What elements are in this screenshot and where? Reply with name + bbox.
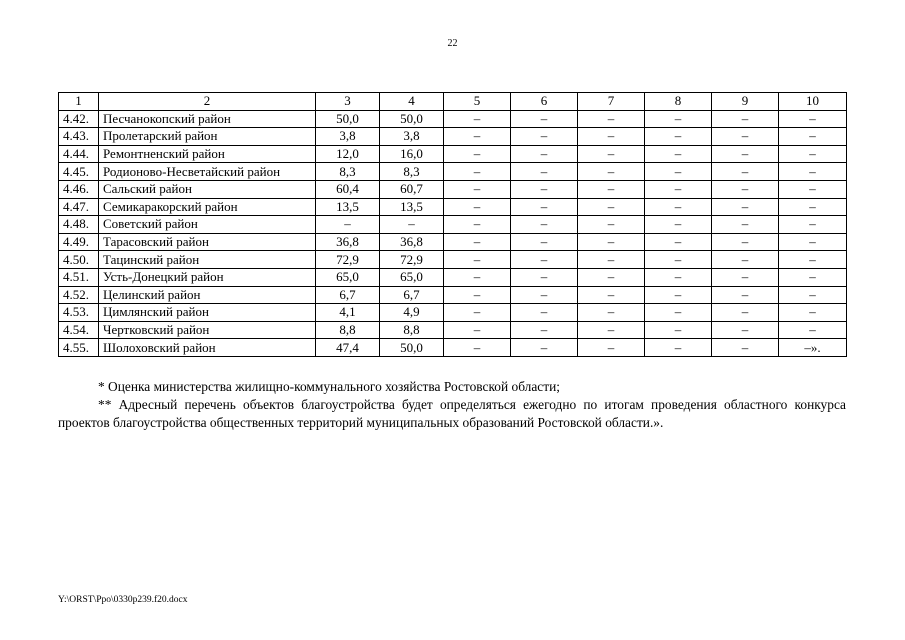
value-col-10: – xyxy=(779,128,847,146)
value-col-10: – xyxy=(779,304,847,322)
district-name: Усть-Донецкий район xyxy=(99,268,316,286)
value-col-7: – xyxy=(578,233,645,251)
value-col-9: – xyxy=(712,110,779,128)
header-cell: 8 xyxy=(645,93,712,111)
table-row xyxy=(59,163,847,181)
value-col-9: – xyxy=(712,180,779,198)
district-name: Семикаракорский район xyxy=(99,198,316,216)
value-col-9: – xyxy=(712,163,779,181)
value-col-5: – xyxy=(444,268,511,286)
value-col-5: – xyxy=(444,180,511,198)
district-name: Цимлянский район xyxy=(99,304,316,322)
value-col-7: – xyxy=(578,180,645,198)
value-col-10: – xyxy=(779,321,847,339)
value-col-7: – xyxy=(578,128,645,146)
value-col-3: 65,0 xyxy=(316,268,380,286)
value-col-3: 4,1 xyxy=(316,304,380,322)
value-col-9: – xyxy=(712,251,779,269)
value-col-4: 36,8 xyxy=(380,233,444,251)
value-col-8: – xyxy=(645,180,712,198)
value-col-10: – xyxy=(779,163,847,181)
value-col-6: – xyxy=(511,321,578,339)
value-col-5: – xyxy=(444,286,511,304)
value-col-3: 47,4 xyxy=(316,339,380,357)
value-col-8: – xyxy=(645,304,712,322)
value-col-10: – xyxy=(779,216,847,234)
table-row xyxy=(59,180,847,198)
value-col-8: – xyxy=(645,198,712,216)
value-col-4: – xyxy=(380,216,444,234)
value-col-7: – xyxy=(578,145,645,163)
district-name: Тацинский район xyxy=(99,251,316,269)
table-row xyxy=(59,233,847,251)
value-col-4: 6,7 xyxy=(380,286,444,304)
value-col-6: – xyxy=(511,286,578,304)
header-cell: 1 xyxy=(59,93,99,111)
value-col-4: 72,9 xyxy=(380,251,444,269)
row-number: 4.42. xyxy=(59,110,99,128)
footnote-2: ** Адресный перечень объектов благоустройства будет определяться ежегодно по итогам проведения областного конкурса проектов благоустройства общественных территорий муниципальных образований Ростовской области.». xyxy=(58,397,846,430)
value-col-3: 13,5 xyxy=(316,198,380,216)
value-col-10: – xyxy=(779,268,847,286)
value-col-3: 72,9 xyxy=(316,251,380,269)
value-col-8: – xyxy=(645,286,712,304)
value-col-8: – xyxy=(645,233,712,251)
value-col-5: – xyxy=(444,128,511,146)
table-row xyxy=(59,268,847,286)
value-col-5: – xyxy=(444,233,511,251)
value-col-4: 8,3 xyxy=(380,163,444,181)
value-col-9: – xyxy=(712,216,779,234)
value-col-4: 65,0 xyxy=(380,268,444,286)
value-col-6: – xyxy=(511,198,578,216)
value-col-3: 36,8 xyxy=(316,233,380,251)
value-col-10: – xyxy=(779,198,847,216)
header-cell: 10 xyxy=(779,93,847,111)
district-name: Ремонтненский район xyxy=(99,145,316,163)
value-col-6: – xyxy=(511,110,578,128)
district-name: Чертковский район xyxy=(99,321,316,339)
value-col-7: – xyxy=(578,110,645,128)
value-col-6: – xyxy=(511,339,578,357)
row-number: 4.46. xyxy=(59,180,99,198)
value-col-7: – xyxy=(578,304,645,322)
row-number: 4.44. xyxy=(59,145,99,163)
row-number: 4.48. xyxy=(59,216,99,234)
district-name: Пролетарский район xyxy=(99,128,316,146)
table-row xyxy=(59,339,847,357)
table-row xyxy=(59,128,847,146)
value-col-7: – xyxy=(578,321,645,339)
value-col-9: – xyxy=(712,233,779,251)
value-col-5: – xyxy=(444,304,511,322)
value-col-5: – xyxy=(444,163,511,181)
value-col-6: – xyxy=(511,233,578,251)
value-col-3: – xyxy=(316,216,380,234)
value-col-10: – xyxy=(779,233,847,251)
district-name: Сальский район xyxy=(99,180,316,198)
row-number: 4.50. xyxy=(59,251,99,269)
value-col-7: – xyxy=(578,339,645,357)
value-col-10: – xyxy=(779,251,847,269)
value-col-8: – xyxy=(645,110,712,128)
header-cell: 5 xyxy=(444,93,511,111)
value-col-9: – xyxy=(712,145,779,163)
value-col-4: 50,0 xyxy=(380,110,444,128)
table-row xyxy=(59,304,847,322)
district-name: Родионово-Несветайский район xyxy=(99,163,316,181)
table-header-row xyxy=(59,93,847,111)
value-col-6: – xyxy=(511,128,578,146)
value-col-6: – xyxy=(511,145,578,163)
value-col-5: – xyxy=(444,321,511,339)
value-col-7: – xyxy=(578,216,645,234)
value-col-8: – xyxy=(645,163,712,181)
row-number: 4.55. xyxy=(59,339,99,357)
value-col-8: – xyxy=(645,145,712,163)
value-col-4: 50,0 xyxy=(380,339,444,357)
value-col-8: – xyxy=(645,268,712,286)
table-row xyxy=(59,286,847,304)
district-name: Тарасовский район xyxy=(99,233,316,251)
header-cell: 2 xyxy=(99,93,316,111)
file-path: Y:\ORST\Ppo\0330p239.f20.docx xyxy=(58,595,188,605)
district-name: Советский район xyxy=(99,216,316,234)
value-col-10: – xyxy=(779,180,847,198)
value-col-3: 8,8 xyxy=(316,321,380,339)
header-cell: 9 xyxy=(712,93,779,111)
value-col-8: – xyxy=(645,251,712,269)
row-number: 4.49. xyxy=(59,233,99,251)
value-col-10: – xyxy=(779,110,847,128)
value-col-8: – xyxy=(645,339,712,357)
row-number: 4.54. xyxy=(59,321,99,339)
value-col-5: – xyxy=(444,251,511,269)
value-col-3: 6,7 xyxy=(316,286,380,304)
value-col-7: – xyxy=(578,268,645,286)
table-row xyxy=(59,251,847,269)
value-col-4: 13,5 xyxy=(380,198,444,216)
header-cell: 6 xyxy=(511,93,578,111)
row-number: 4.43. xyxy=(59,128,99,146)
value-col-9: – xyxy=(712,304,779,322)
district-name: Шолоховский район xyxy=(99,339,316,357)
value-col-5: – xyxy=(444,145,511,163)
value-col-3: 50,0 xyxy=(316,110,380,128)
value-col-7: – xyxy=(578,251,645,269)
value-col-10: – xyxy=(779,286,847,304)
value-col-7: – xyxy=(578,286,645,304)
value-col-9: – xyxy=(712,198,779,216)
value-col-7: – xyxy=(578,198,645,216)
value-col-6: – xyxy=(511,251,578,269)
value-col-3: 60,4 xyxy=(316,180,380,198)
value-col-10: –». xyxy=(779,339,847,357)
district-name: Целинский район xyxy=(99,286,316,304)
value-col-9: – xyxy=(712,339,779,357)
value-col-8: – xyxy=(645,128,712,146)
row-number: 4.51. xyxy=(59,268,99,286)
value-col-5: – xyxy=(444,339,511,357)
row-number: 4.47. xyxy=(59,198,99,216)
value-col-8: – xyxy=(645,321,712,339)
footnotes xyxy=(58,378,846,432)
district-name: Песчанокопский район xyxy=(99,110,316,128)
value-col-3: 8,3 xyxy=(316,163,380,181)
row-number: 4.53. xyxy=(59,304,99,322)
row-number: 4.52. xyxy=(59,286,99,304)
value-col-6: – xyxy=(511,163,578,181)
value-col-5: – xyxy=(444,110,511,128)
value-col-7: – xyxy=(578,163,645,181)
value-col-8: – xyxy=(645,216,712,234)
value-col-4: 3,8 xyxy=(380,128,444,146)
table-row xyxy=(59,321,847,339)
value-col-9: – xyxy=(712,321,779,339)
value-col-5: – xyxy=(444,216,511,234)
value-col-4: 4,9 xyxy=(380,304,444,322)
header-cell: 3 xyxy=(316,93,380,111)
value-col-9: – xyxy=(712,286,779,304)
footnote-1: * Оценка министерства жилищно-коммунального хозяйства Ростовской области; xyxy=(98,379,560,394)
value-col-4: 16,0 xyxy=(380,145,444,163)
table-row xyxy=(59,110,847,128)
table-row xyxy=(59,198,847,216)
value-col-9: – xyxy=(712,128,779,146)
value-col-3: 3,8 xyxy=(316,128,380,146)
table-row xyxy=(59,145,847,163)
row-number: 4.45. xyxy=(59,163,99,181)
value-col-6: – xyxy=(511,304,578,322)
header-cell: 4 xyxy=(380,93,444,111)
value-col-4: 60,7 xyxy=(380,180,444,198)
value-col-9: – xyxy=(712,268,779,286)
value-col-3: 12,0 xyxy=(316,145,380,163)
table-row xyxy=(59,216,847,234)
value-col-6: – xyxy=(511,216,578,234)
header-cell: 7 xyxy=(578,93,645,111)
value-col-5: – xyxy=(444,198,511,216)
value-col-6: – xyxy=(511,180,578,198)
data-table xyxy=(58,92,847,357)
page-number: 22 xyxy=(447,38,458,49)
value-col-10: – xyxy=(779,145,847,163)
value-col-6: – xyxy=(511,268,578,286)
value-col-4: 8,8 xyxy=(380,321,444,339)
